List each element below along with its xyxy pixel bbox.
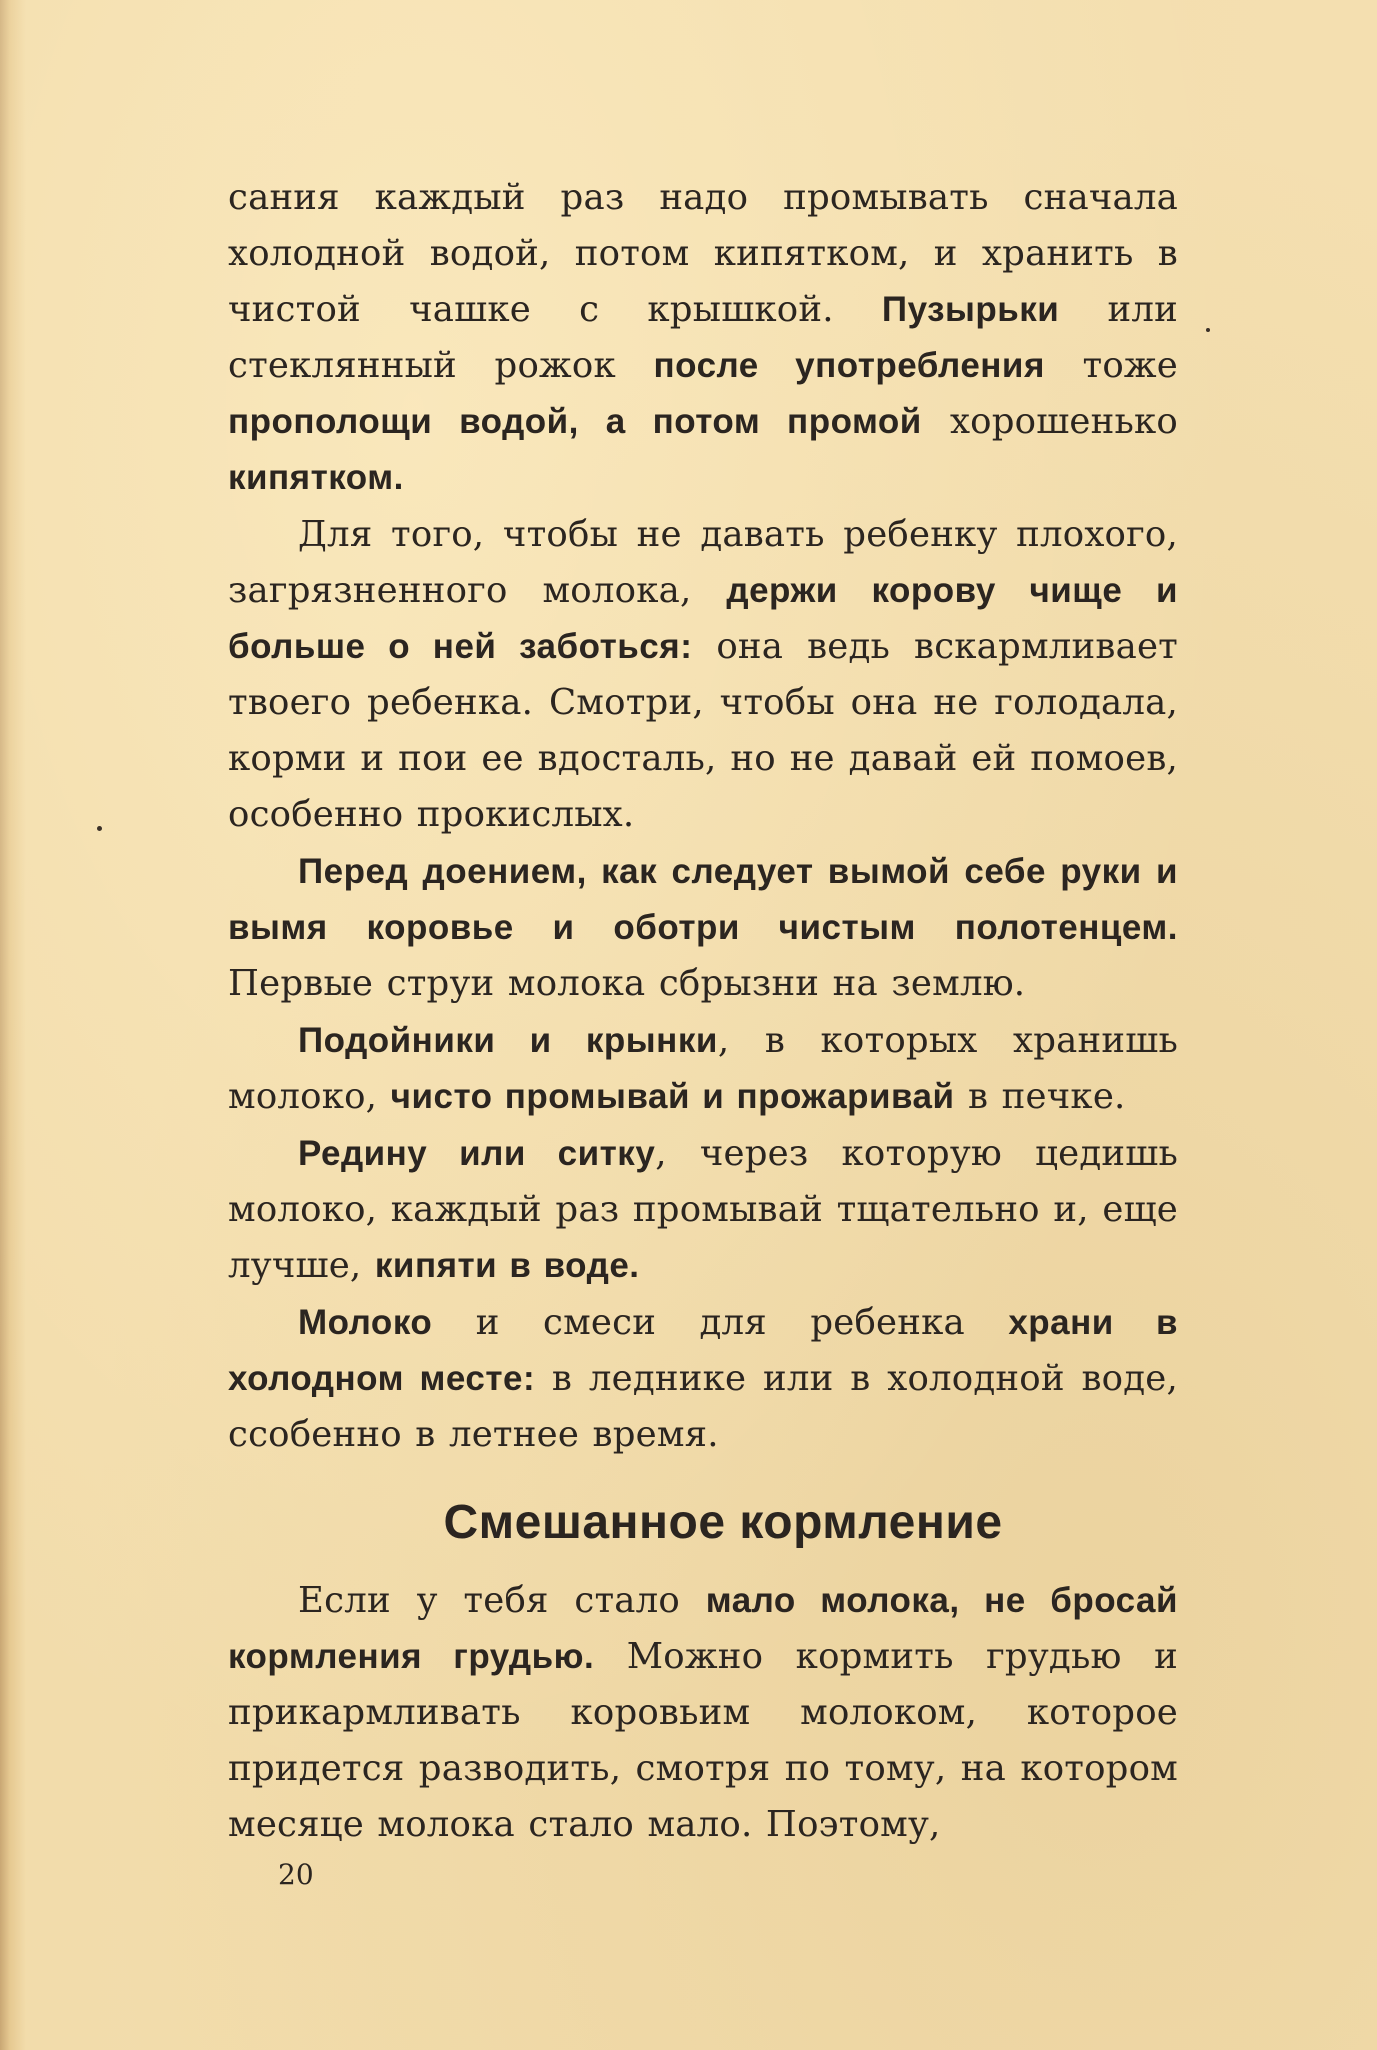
bold-text: храни в холодном месте: — [228, 1303, 1178, 1398]
bold-text: Редину или ситку — [298, 1134, 656, 1173]
paragraph — [228, 1013, 1178, 1125]
bold-text: Пузырьки — [881, 290, 1060, 329]
text-run: , в которых хранишь молоко, — [228, 1020, 1178, 1117]
text-run: или стеклянный рожок — [228, 289, 1178, 386]
body-text — [228, 170, 1178, 1853]
section-heading: Смешанное кормление — [443, 1496, 1003, 1549]
ink-speck — [97, 826, 102, 831]
paragraph — [228, 1295, 1178, 1463]
text-run: Если у тебя стало — [298, 1580, 706, 1621]
paragraph — [228, 1573, 1178, 1853]
bold-text: Молоко — [298, 1303, 433, 1342]
page-number: 20 — [278, 1858, 314, 1891]
bold-text: Перед доением, как следует вымой себе руки и вымя коровье и оботри чистым полотенцем. — [228, 852, 1178, 947]
paragraph — [228, 1126, 1178, 1294]
paragraphs-before-heading — [228, 170, 1178, 1463]
text-run: Для того, чтобы не давать ребенку плохого, загрязненного молока, — [228, 514, 1178, 611]
bold-text: прополощи водой, а потом промой — [228, 402, 922, 441]
bold-text: после употребления — [653, 346, 1045, 385]
text-run: хорошенько — [921, 401, 1178, 442]
bold-text: Подойники и крынки — [298, 1021, 718, 1060]
paragraphs-after-heading — [228, 1573, 1178, 1853]
text-run: она ведь вскармливает твоего ребенка. Смотри, чтобы она не голодала, корми и пои ее вдосталь, но не давай ей помоев, особенно прокислых. — [228, 626, 1178, 835]
bold-text: чисто промывай и прожаривай — [390, 1077, 955, 1116]
text-run: в леднике или в холодной воде, ссобенно в летнее время. — [228, 1358, 1178, 1455]
bold-text: кипятком. — [228, 458, 404, 497]
text-run: тоже — [1044, 345, 1179, 386]
paragraph — [228, 844, 1178, 1012]
text-run: в печке. — [954, 1076, 1126, 1117]
bold-text: держи корову чище и больше о ней заботься: — [228, 571, 1178, 666]
text-run: сания каждый раз надо промывать сначала холодной водой, потом кипятком, и хранить в чистой чашке с крышкой. — [228, 177, 1178, 330]
text-run: и смеси для ребенка — [432, 1302, 1009, 1343]
text-run: Можно кормить грудью и прикармливать коровьим молоком, которое придется разводить, смотря по тому, на котором месяце молока стало мало. Поэтому, — [228, 1636, 1178, 1845]
text-run: Первые струи молока сбрызни на землю. — [228, 963, 1026, 1004]
bold-text: мало молока, не бросай кормления грудью. — [228, 1581, 1178, 1676]
bold-text: кипяти в воде. — [374, 1246, 640, 1285]
paragraph — [228, 170, 1178, 506]
ink-speck — [1206, 328, 1210, 332]
paragraph — [228, 507, 1178, 843]
text-run: , через которую цедишь молоко, каждый раз промывай тщательно и, еще лучше, — [228, 1133, 1178, 1286]
